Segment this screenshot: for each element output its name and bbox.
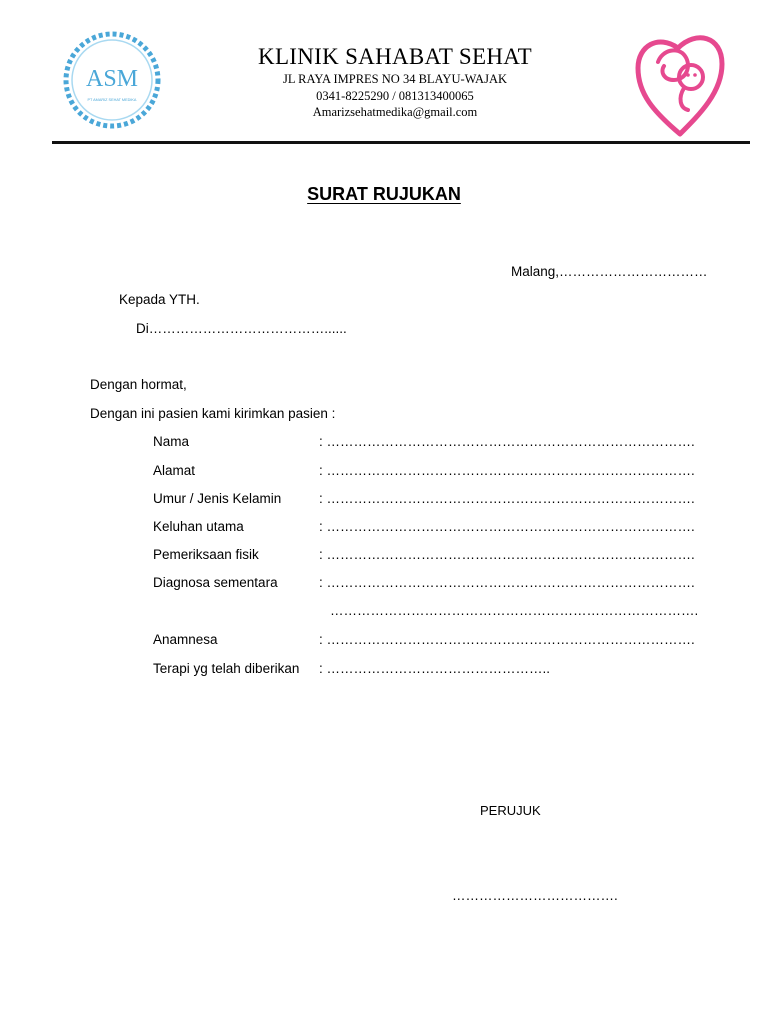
- field-value-nama: : ……………………………………………………………………….: [319, 434, 695, 449]
- referrer-label: PERUJUK: [480, 803, 541, 818]
- document-title: [0, 184, 768, 205]
- clinic-name: KLINIK SAHABAT SEHAT: [258, 44, 532, 69]
- field-value-alamat: : ……………………………………………………………………….: [319, 463, 695, 478]
- field-value-keluhan-utama: : ……………………………………………………………………….: [319, 519, 695, 534]
- field-label-keluhan-utama: Keluhan utama: [153, 519, 244, 534]
- field-label-nama: Nama: [153, 434, 190, 449]
- clinic-logo-right: [630, 22, 730, 142]
- mother-baby-heart-icon: [630, 22, 730, 142]
- field-value-pemeriksaan-fisik: : ……………………………………………………………………….: [319, 547, 695, 562]
- clinic-address: JL RAYA IMPRES NO 34 BLAYU-WAJAK: [283, 72, 507, 86]
- field-value-terapi: : …………………………………………..: [319, 661, 551, 676]
- field-label-terapi: Terapi yg telah diberikan: [153, 661, 300, 676]
- field-value-umur-jenis-kelamin: : ……………………………………………………………………….: [319, 491, 695, 506]
- clinic-phone: 0341-8225290 / 081313400065: [316, 89, 474, 103]
- field-label-alamat: Alamat: [153, 463, 196, 478]
- field-value-diagnosa-sementara: : ……………………………………………………………………….: [319, 575, 695, 590]
- field-label-umur-jenis-kelamin: Umur / Jenis Kelamin: [153, 491, 282, 506]
- clinic-logo-left: [60, 28, 164, 132]
- place-date-line: Malang,……………………………: [511, 264, 708, 279]
- field-label-diagnosa-sementara: Diagnosa sementara: [153, 575, 278, 590]
- recipient-label: Kepada YTH.: [119, 292, 200, 307]
- clinic-email: Amarizsehatmedika@gmail.com: [312, 105, 478, 119]
- signature-line: ……………………………….: [452, 888, 618, 903]
- header-divider: [52, 141, 750, 144]
- document-title-text: SURAT RUJUKAN: [307, 184, 461, 204]
- asm-logo-icon: [60, 28, 164, 132]
- field-value-anamnesa: : ……………………………………………………………………….: [319, 632, 695, 647]
- recipient-location-line: Di…………………………………......: [136, 321, 347, 336]
- diagnosa-continuation-line: ……………………………………………………………………….: [330, 603, 699, 618]
- greeting: Dengan hormat,: [90, 377, 187, 392]
- field-label-anamnesa: Anamnesa: [153, 632, 218, 647]
- logo-left-subtext: PT AMARIZ SEHAT MEDIKA: [87, 98, 137, 102]
- field-label-pemeriksaan-fisik: Pemeriksaan fisik: [153, 547, 259, 562]
- logo-left-text: ASM: [85, 66, 139, 92]
- intro-text: Dengan ini pasien kami kirimkan pasien :: [90, 406, 336, 421]
